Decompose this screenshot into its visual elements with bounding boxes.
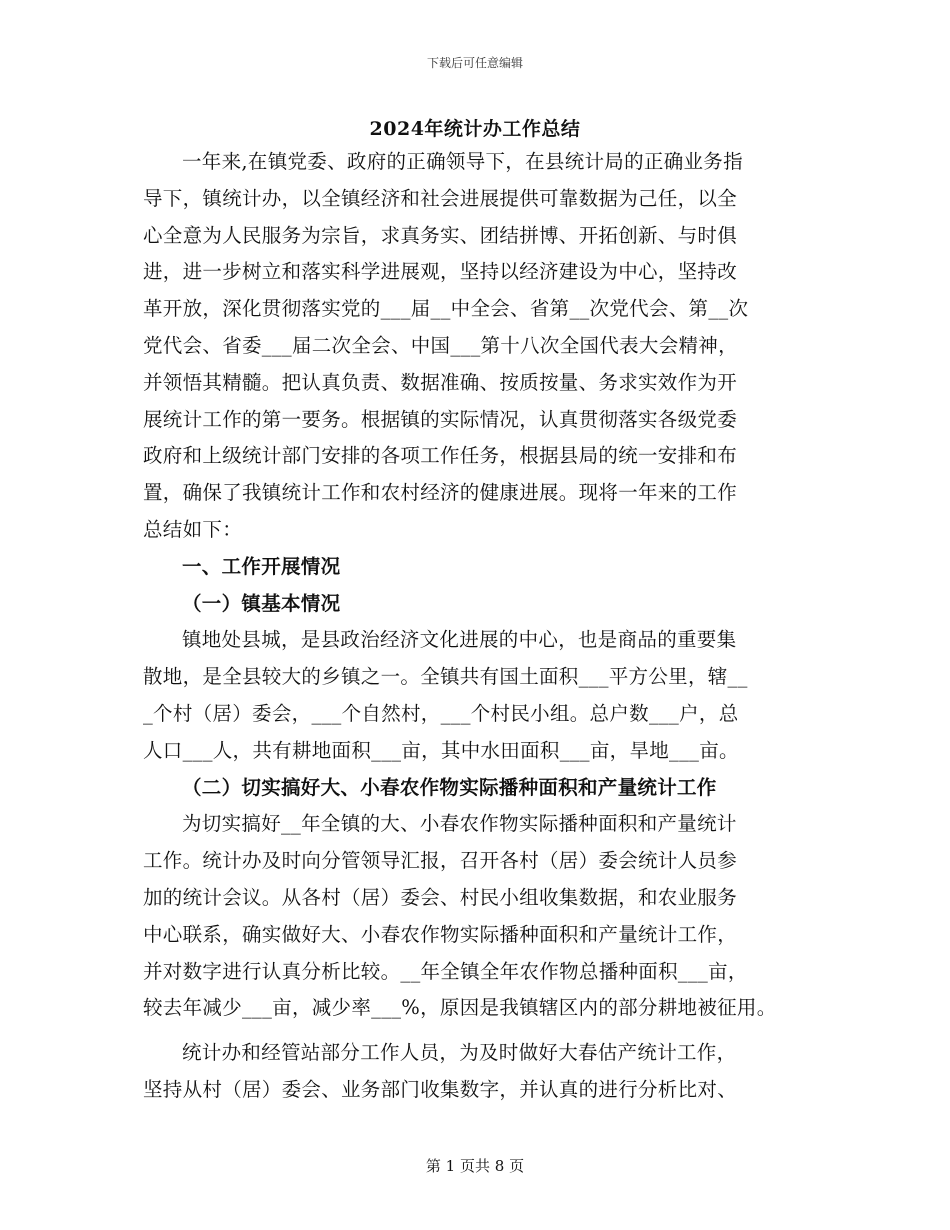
paragraph-line: 中心联系，确实做好大、小春农作物实际播种面积和产量统计工作， (143, 922, 738, 946)
intro-line: 总结如下： (143, 517, 243, 541)
page-footer: 第 1 页共 8 页 (425, 1157, 525, 1175)
intro-line: 并领悟其精髓。把认真负责、数据准确、按质按量、务求实效作为开 (143, 370, 738, 394)
intro-line: 展统计工作的第一要务。根据镇的实际情况，认真贯彻落实各级党委 (143, 407, 738, 431)
paragraph-line: 工作。统计办及时向分管领导汇报，召开各村（居）委会统计人员参 (143, 849, 738, 873)
subsection-heading: （二）切实搞好大、小春农作物实际播种面积和产量统计工作 (182, 775, 717, 799)
intro-line: 政府和上级统计部门安排的各项工作任务，根据县局的统一安排和布 (143, 444, 738, 468)
intro-line: 进，进一步树立和落实科学进展观，坚持以经济建设为中心，坚持改 (143, 260, 738, 284)
paragraph-line: 坚持从村（居）委会、业务部门收集数字，并认真的进行分析比对、 (143, 1077, 738, 1101)
intro-line: 革开放，深化贯彻落实党的___届__中全会、省第__次党代会、第__次 (143, 297, 749, 321)
document-body (143, 144, 815, 1109)
paragraph-line: 统计办和经管站部分工作人员，为及时做好大春估产统计工作， (182, 1041, 737, 1065)
paragraph-line: _个村（居）委会，___个自然村，___个村民小组。总户数___户，总 (143, 701, 739, 725)
section-heading: 一、工作开展情况 (182, 554, 341, 578)
intro-line: 心全意为人民服务为宗旨，求真务实、团结拼博、开拓创新、与时俱 (143, 223, 738, 247)
paragraph-line: 并对数字进行认真分析比较。__年全镇全年农作物总播种面积___亩， (143, 959, 748, 983)
paragraph-gap (143, 1027, 815, 1035)
paragraph-line: 散地，是全县较大的乡镇之一。全镇共有国土面积___平方公里，辖__ (143, 665, 748, 689)
header-note: 下载后可任意编辑 (426, 56, 523, 70)
paragraph-line: 加的统计会议。从各村（居）委会、村民小组收集数据，和农业服务 (143, 885, 738, 909)
paragraph-line: 人口___人，共有耕地面积___亩，其中水田面积___亩，旱地___亩。 (143, 738, 739, 762)
intro-line: 置，确保了我镇统计工作和农村经济的健康进展。现将一年来的工作 (143, 481, 738, 505)
document-title: 2024年统计办工作总结 (369, 118, 581, 140)
intro-line: 一年来,在镇党委、政府的正确领导下，在县统计局的正确业务指 (182, 150, 743, 173)
intro-line: 导下，镇统计办，以全镇经济和社会进展提供可靠数据为己任，以全 (143, 186, 738, 210)
intro-line: 党代会、省委___届二次全会、中国___第十八次全国代表大会精神， (143, 333, 738, 357)
subsection-heading: （一）镇基本情况 (182, 591, 341, 615)
paragraph-line: 镇地处县城，是县政治经济文化进展的中心，也是商品的重要集 (182, 628, 737, 652)
paragraph-line: 为切实搞好__年全镇的大、小春农作物实际播种面积和产量统计 (182, 812, 737, 836)
paragraph-line: 较去年减少___亩，减少率___%，原因是我镇辖区内的部分耕地被征用。 (143, 996, 777, 1020)
